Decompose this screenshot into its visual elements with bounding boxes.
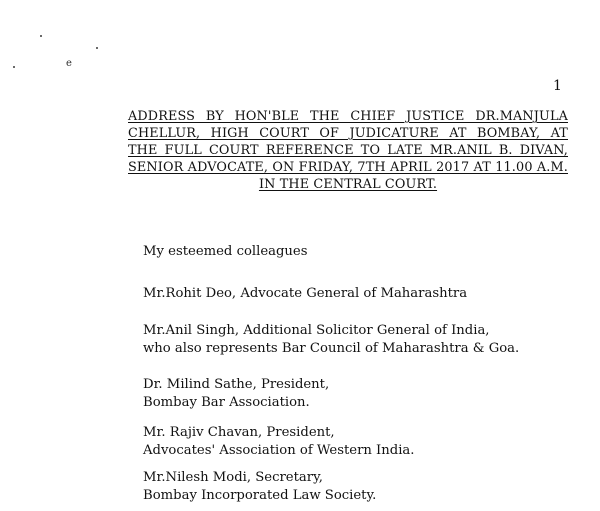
document-title (128, 108, 568, 193)
addressee-line: Bombay Bar Association. (143, 394, 310, 410)
title-line: ADDRESS BY HON'BLE THE CHIEF JUSTICE DR.MANJULA (128, 109, 568, 124)
addressee-advocates-association (143, 424, 414, 459)
addressee-line: Mr.Nilesh Modi, Secretary, (143, 470, 323, 485)
addressee-line: who also represents Bar Council of Maharashtra & Goa. (143, 340, 520, 356)
addressee-line: Advocates' Association of Western India. (143, 442, 415, 458)
title-line: CHELLUR, HIGH COURT OF JUDICATURE AT BOMBAY, AT (128, 126, 568, 141)
page-number: 1 (553, 78, 562, 94)
title-line: THE FULL COURT REFERENCE TO LATE MR.ANIL B. DIVAN, (128, 143, 568, 158)
salutation-text: My esteemed colleagues (143, 244, 308, 259)
salutation (143, 243, 308, 261)
addressee-line: Mr. Rajiv Chavan, President, (143, 425, 335, 440)
addressee-line: Dr. Milind Sathe, President, (143, 377, 330, 392)
addressee-line: Bombay Incorporated Law Society. (143, 487, 377, 503)
addressee-advocate-general (143, 285, 467, 303)
addressee-line: Mr.Rohit Deo, Advocate General of Maharashtra (143, 286, 468, 301)
addressee-solicitor-general (143, 322, 519, 357)
title-line: SENIOR ADVOCATE, ON FRIDAY, 7TH APRIL 2017 AT 11.00 A.M. (128, 160, 568, 175)
addressee-line: Mr.Anil Singh, Additional Solicitor General of India, (143, 323, 490, 338)
scan-speck (96, 47, 98, 49)
addressee-bar-association (143, 376, 329, 411)
addressee-law-society (143, 469, 376, 504)
scan-speck (40, 35, 42, 37)
scan-mark: e (66, 58, 72, 69)
scan-speck (13, 66, 15, 68)
title-line: IN THE CENTRAL COURT. (258, 177, 438, 192)
